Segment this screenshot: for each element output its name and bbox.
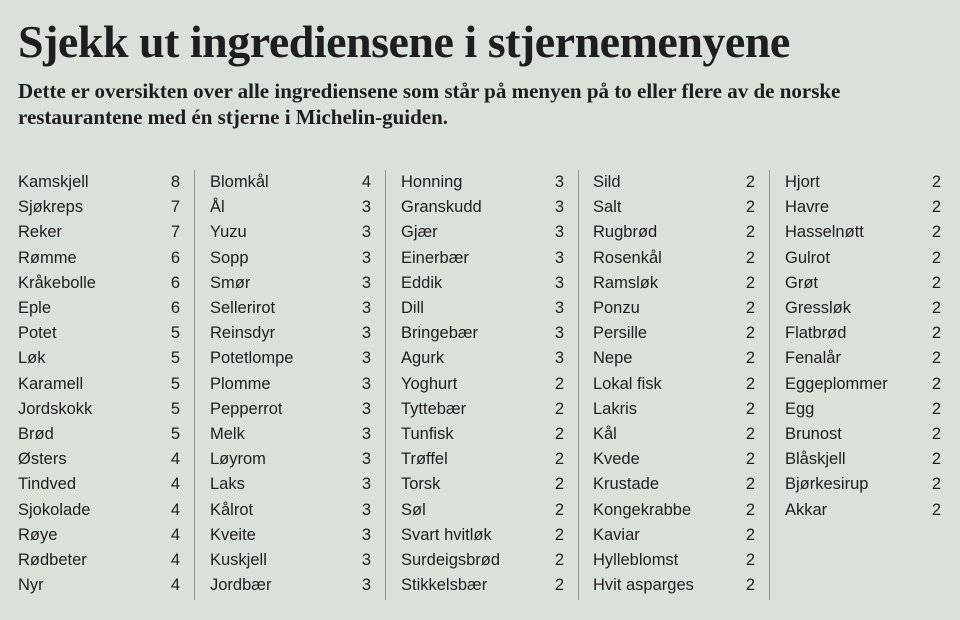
ingredient-count: 3 [361, 525, 371, 544]
ingredient-count: 5 [170, 374, 180, 393]
ingredient-count: 5 [170, 349, 180, 368]
ingredient-count: 2 [931, 248, 941, 267]
ingredient-row [18, 271, 180, 296]
ingredient-row [785, 346, 941, 371]
ingredient-name: Ponzu [593, 299, 640, 318]
ingredient-count: 7 [170, 198, 180, 217]
ingredient-columns [0, 170, 960, 600]
ingredient-name: Smør [210, 273, 251, 292]
ingredient-count: 2 [554, 500, 564, 519]
ingredient-count: 2 [554, 475, 564, 494]
ingredient-count: 2 [745, 198, 755, 217]
ingredient-row [593, 246, 755, 271]
ingredient-count: 6 [170, 299, 180, 318]
ingredient-count: 2 [554, 550, 564, 569]
ingredient-row [785, 170, 941, 195]
ingredient-count: 2 [931, 324, 941, 343]
ingredient-name: Brød [18, 424, 54, 443]
ingredient-row [593, 523, 755, 548]
ingredient-name: Pepperrot [210, 399, 283, 418]
ingredient-name: Nepe [593, 349, 633, 368]
ingredient-name: Sjøkreps [18, 198, 84, 217]
ingredient-name: Krustade [593, 475, 660, 494]
ingredient-row [210, 246, 371, 271]
ingredient-count: 5 [170, 399, 180, 418]
ingredient-row [210, 447, 371, 472]
ingredient-row [18, 523, 180, 548]
ingredient-name: Stikkelsbær [401, 576, 488, 595]
ingredient-count: 2 [554, 424, 564, 443]
ingredient-name: Sild [593, 173, 621, 192]
ingredient-row [593, 447, 755, 472]
ingredient-name: Løyrom [210, 450, 266, 469]
ingredient-row [785, 497, 941, 522]
ingredient-name: Reinsdyr [210, 324, 276, 343]
ingredient-count: 3 [361, 248, 371, 267]
ingredient-count: 3 [554, 248, 564, 267]
ingredient-name: Ål [210, 198, 225, 217]
ingredient-count: 2 [745, 273, 755, 292]
ingredient-name: Rømme [18, 248, 77, 267]
ingredient-name: Havre [785, 198, 830, 217]
ingredient-row [593, 170, 755, 195]
ingredient-row [785, 372, 941, 397]
ingredient-row [785, 246, 941, 271]
ingredient-name: Yuzu [210, 223, 247, 242]
ingredient-name: Kuskjell [210, 550, 267, 569]
ingredient-column-2 [210, 170, 386, 600]
ingredient-count: 2 [745, 299, 755, 318]
ingredient-row [785, 195, 941, 220]
ingredient-row [785, 422, 941, 447]
ingredient-count: 8 [170, 173, 180, 192]
ingredient-row [210, 397, 371, 422]
ingredient-count: 4 [170, 525, 180, 544]
ingredient-count: 4 [361, 173, 371, 192]
ingredient-row [593, 271, 755, 296]
ingredient-count: 2 [745, 475, 755, 494]
ingredient-row [210, 195, 371, 220]
ingredient-count: 4 [170, 450, 180, 469]
ingredient-row [210, 321, 371, 346]
ingredient-count: 4 [170, 576, 180, 595]
ingredient-count: 3 [554, 299, 564, 318]
ingredient-row [210, 170, 371, 195]
ingredient-name: Trøffel [401, 450, 448, 469]
ingredient-count: 3 [554, 349, 564, 368]
ingredient-row [18, 321, 180, 346]
ingredient-name: Sellerirot [210, 299, 276, 318]
ingredient-count: 2 [931, 273, 941, 292]
ingredient-count: 2 [745, 525, 755, 544]
ingredient-row [593, 422, 755, 447]
ingredient-row [18, 296, 180, 321]
ingredient-name: Brunost [785, 424, 842, 443]
ingredient-row [785, 321, 941, 346]
ingredient-name: Rugbrød [593, 223, 658, 242]
ingredient-row [210, 573, 371, 598]
ingredient-row [593, 548, 755, 573]
ingredient-count: 3 [361, 424, 371, 443]
ingredient-name: Einerbær [401, 248, 469, 267]
ingredient-count: 3 [361, 576, 371, 595]
ingredient-row [18, 220, 180, 245]
ingredient-name: Svart hvitløk [401, 525, 492, 544]
ingredient-name: Kveite [210, 525, 256, 544]
ingredient-count: 2 [931, 299, 941, 318]
ingredient-row [401, 170, 564, 195]
ingredient-name: Kålrot [210, 500, 254, 519]
ingredient-row [593, 573, 755, 598]
ingredient-count: 2 [931, 475, 941, 494]
ingredient-count: 2 [745, 500, 755, 519]
ingredient-row [18, 372, 180, 397]
ingredient-count: 3 [554, 198, 564, 217]
ingredient-count: 3 [554, 173, 564, 192]
ingredient-count: 2 [554, 399, 564, 418]
ingredient-column-4 [593, 170, 770, 600]
ingredient-name: Rødbeter [18, 550, 87, 569]
ingredient-count: 3 [361, 273, 371, 292]
ingredient-row [18, 422, 180, 447]
ingredient-row [210, 346, 371, 371]
ingredient-name: Melk [210, 424, 245, 443]
ingredient-count: 3 [361, 223, 371, 242]
ingredient-row [401, 271, 564, 296]
ingredient-row [401, 220, 564, 245]
ingredient-name: Kråkebolle [18, 273, 96, 292]
ingredient-count: 2 [931, 450, 941, 469]
ingredient-name: Jordbær [210, 576, 272, 595]
ingredient-name: Agurk [401, 349, 445, 368]
ingredient-row [593, 346, 755, 371]
ingredient-row [785, 296, 941, 321]
ingredient-name: Kvede [593, 450, 640, 469]
ingredient-count: 4 [170, 550, 180, 569]
ingredient-count: 7 [170, 223, 180, 242]
ingredient-row [18, 397, 180, 422]
ingredient-column-3 [401, 170, 579, 600]
ingredient-row [401, 422, 564, 447]
ingredient-row [785, 472, 941, 497]
ingredient-count: 2 [931, 424, 941, 443]
ingredient-row [401, 497, 564, 522]
ingredient-name: Bringebær [401, 324, 479, 343]
ingredient-name: Rosenkål [593, 248, 662, 267]
ingredient-name: Reker [18, 223, 63, 242]
ingredient-name: Løk [18, 349, 46, 368]
ingredient-column-5 [785, 170, 941, 600]
ingredient-name: Tyttebær [401, 399, 467, 418]
ingredient-row [401, 573, 564, 598]
ingredient-name: Nyr [18, 576, 44, 595]
ingredient-row [401, 246, 564, 271]
ingredient-row [593, 397, 755, 422]
ingredient-count: 3 [554, 324, 564, 343]
ingredient-name: Eple [18, 299, 52, 318]
ingredient-row [593, 497, 755, 522]
ingredient-row [401, 321, 564, 346]
ingredient-count: 2 [745, 324, 755, 343]
ingredient-name: Røye [18, 525, 58, 544]
ingredient-row [401, 372, 564, 397]
ingredient-name: Blåskjell [785, 450, 846, 469]
ingredient-name: Potetlompe [210, 349, 294, 368]
ingredient-count: 2 [931, 349, 941, 368]
ingredient-row [18, 170, 180, 195]
ingredient-count: 3 [361, 349, 371, 368]
ingredient-row [785, 447, 941, 472]
ingredient-count: 2 [931, 173, 941, 192]
ingredient-row [18, 548, 180, 573]
ingredient-name: Torsk [401, 475, 441, 494]
ingredient-name: Eddik [401, 273, 443, 292]
ingredient-row [593, 220, 755, 245]
ingredient-name: Hylleblomst [593, 550, 679, 569]
ingredient-name: Kamskjell [18, 173, 89, 192]
ingredient-count: 3 [361, 198, 371, 217]
ingredient-name: Karamell [18, 374, 84, 393]
ingredient-name: Lakris [593, 399, 638, 418]
ingredient-row [593, 195, 755, 220]
ingredient-count: 2 [554, 450, 564, 469]
ingredient-count: 2 [554, 374, 564, 393]
ingredient-count: 6 [170, 273, 180, 292]
ingredient-count: 3 [361, 550, 371, 569]
ingredient-count: 2 [745, 349, 755, 368]
ingredient-count: 2 [931, 374, 941, 393]
ingredient-count: 2 [554, 525, 564, 544]
ingredient-name: Lokal fisk [593, 374, 662, 393]
ingredient-count: 2 [931, 500, 941, 519]
ingredient-count: 2 [745, 399, 755, 418]
ingredient-row [210, 422, 371, 447]
ingredient-count: 2 [745, 576, 755, 595]
ingredient-name: Kongekrabbe [593, 500, 692, 519]
ingredient-name: Flatbrød [785, 324, 847, 343]
ingredient-count: 4 [170, 500, 180, 519]
ingredient-row [401, 523, 564, 548]
ingredient-name: Fenalår [785, 349, 841, 368]
ingredient-count: 2 [745, 450, 755, 469]
ingredient-row [401, 296, 564, 321]
ingredient-name: Eggeplommer [785, 374, 888, 393]
ingredient-row [401, 346, 564, 371]
ingredient-name: Sjokolade [18, 500, 91, 519]
ingredient-row [18, 346, 180, 371]
ingredient-count: 2 [745, 248, 755, 267]
ingredient-column-1 [18, 170, 195, 600]
ingredient-name: Akkar [785, 500, 828, 519]
ingredient-count: 2 [931, 198, 941, 217]
ingredient-count: 2 [745, 223, 755, 242]
ingredient-row [210, 472, 371, 497]
ingredient-name: Laks [210, 475, 245, 494]
ingredient-row [401, 195, 564, 220]
ingredient-count: 2 [931, 399, 941, 418]
ingredient-count: 4 [170, 475, 180, 494]
ingredient-name: Sopp [210, 248, 249, 267]
page-subtitle: Dette er oversikten over alle ingrediensene som står på menyen på to eller flere av de norske restaurantene med én stjerne i Michelin-guiden. [18, 79, 841, 129]
ingredient-row [18, 497, 180, 522]
ingredient-row [401, 447, 564, 472]
ingredient-row [210, 296, 371, 321]
ingredient-name: Egg [785, 399, 815, 418]
ingredient-name: Jordskokk [18, 399, 93, 418]
ingredient-name: Blomkål [210, 173, 269, 192]
ingredient-name: Bjørkesirup [785, 475, 869, 494]
ingredient-name: Søl [401, 500, 426, 519]
ingredient-row [593, 372, 755, 397]
ingredient-name: Ramsløk [593, 273, 659, 292]
ingredient-count: 3 [361, 475, 371, 494]
ingredient-name: Hvit asparges [593, 576, 694, 595]
ingredient-row [18, 573, 180, 598]
ingredient-name: Tindved [18, 475, 77, 494]
ingredient-name: Tunfisk [401, 424, 454, 443]
ingredient-name: Hjort [785, 173, 820, 192]
ingredient-name: Honning [401, 173, 463, 192]
ingredient-name: Grøt [785, 273, 818, 292]
ingredient-count: 5 [170, 324, 180, 343]
ingredient-row [785, 271, 941, 296]
ingredient-row [593, 472, 755, 497]
ingredient-row [18, 195, 180, 220]
ingredient-count: 3 [361, 299, 371, 318]
ingredient-name: Salt [593, 198, 622, 217]
ingredient-row [210, 548, 371, 573]
ingredient-count: 2 [745, 173, 755, 192]
ingredient-row [593, 321, 755, 346]
ingredient-name: Gressløk [785, 299, 851, 318]
ingredient-name: Gulrot [785, 248, 830, 267]
ingredient-row [18, 447, 180, 472]
ingredient-name: Østers [18, 450, 67, 469]
ingredient-count: 5 [170, 424, 180, 443]
ingredient-count: 2 [745, 374, 755, 393]
ingredient-count: 6 [170, 248, 180, 267]
ingredient-count: 2 [745, 550, 755, 569]
ingredient-row [401, 472, 564, 497]
ingredient-count: 3 [554, 273, 564, 292]
ingredient-name: Kål [593, 424, 617, 443]
ingredient-row [18, 246, 180, 271]
ingredient-row [210, 523, 371, 548]
ingredient-name: Yoghurt [401, 374, 458, 393]
ingredient-name: Dill [401, 299, 424, 318]
page-title: Sjekk ut ingrediensene i stjernemenyene [18, 16, 790, 67]
ingredient-row [210, 497, 371, 522]
ingredient-count: 3 [361, 374, 371, 393]
ingredient-name: Granskudd [401, 198, 482, 217]
ingredient-row [210, 220, 371, 245]
ingredient-name: Kaviar [593, 525, 640, 544]
ingredient-count: 2 [745, 424, 755, 443]
ingredient-row [210, 372, 371, 397]
ingredient-row [593, 296, 755, 321]
ingredient-count: 2 [931, 223, 941, 242]
ingredient-row [401, 397, 564, 422]
ingredient-count: 3 [361, 324, 371, 343]
ingredient-count: 3 [554, 223, 564, 242]
ingredient-name: Potet [18, 324, 57, 343]
ingredient-name: Hasselnøtt [785, 223, 864, 242]
ingredient-row [401, 548, 564, 573]
ingredient-row [210, 271, 371, 296]
ingredient-row [785, 220, 941, 245]
ingredient-row [785, 397, 941, 422]
ingredient-count: 3 [361, 399, 371, 418]
ingredient-name: Persille [593, 324, 648, 343]
ingredient-count: 3 [361, 500, 371, 519]
ingredient-count: 2 [554, 576, 564, 595]
ingredient-row [18, 472, 180, 497]
ingredient-name: Surdeigsbrød [401, 550, 501, 569]
ingredient-name: Plomme [210, 374, 271, 393]
ingredient-name: Gjær [401, 223, 438, 242]
ingredient-count: 3 [361, 450, 371, 469]
